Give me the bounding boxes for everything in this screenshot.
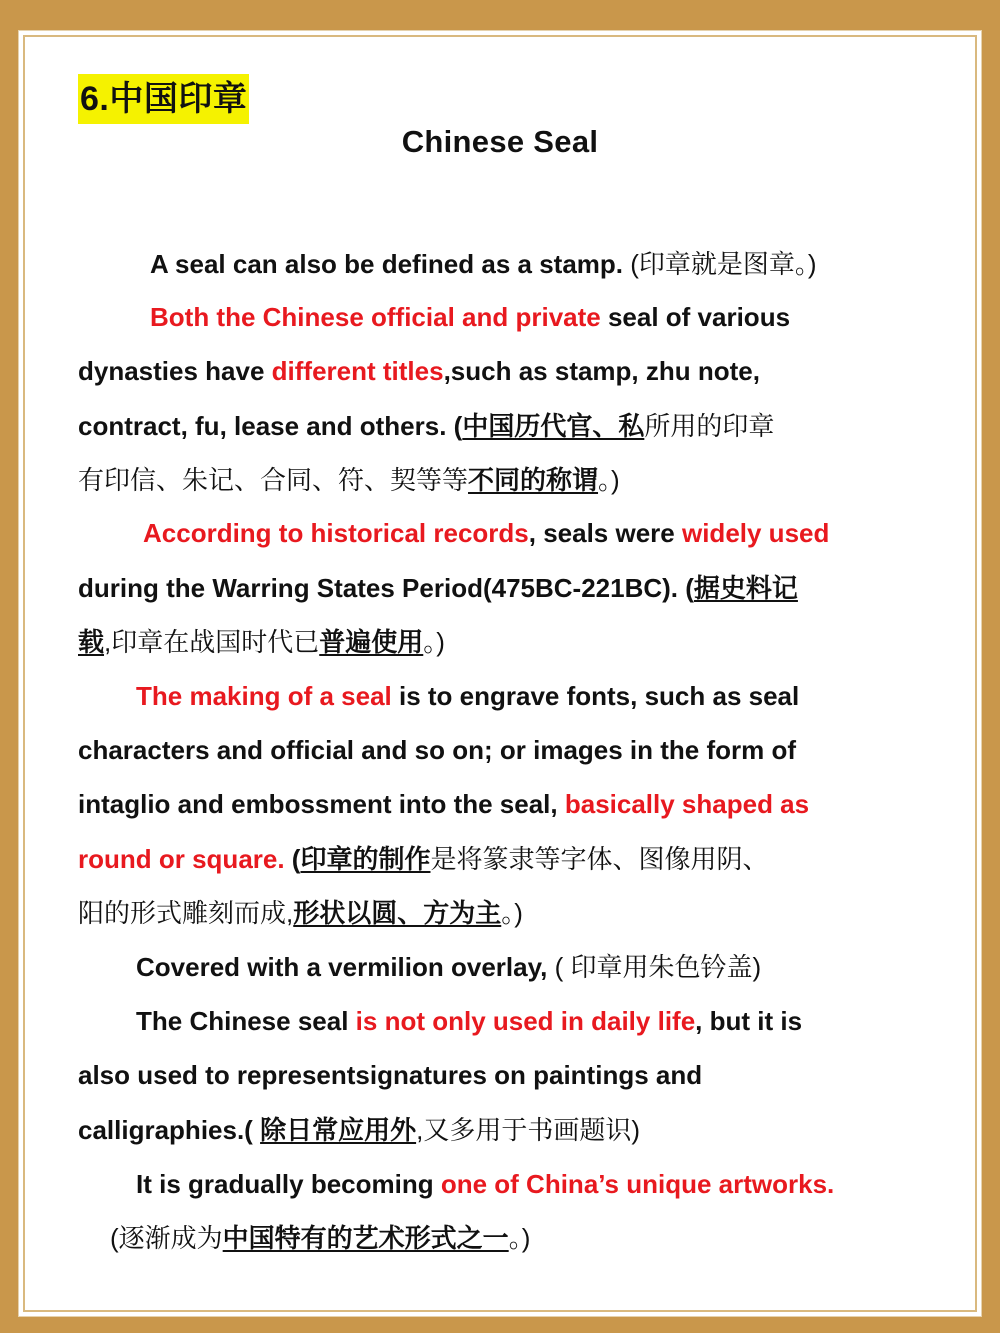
text-line bbox=[78, 622, 445, 662]
english-text: characters and official and so on; or images in the form of bbox=[78, 735, 797, 765]
text-line bbox=[136, 1164, 834, 1204]
highlighted-phrase: widely used bbox=[681, 518, 830, 548]
english-text: ( bbox=[284, 844, 301, 874]
emphasized-chinese-text: 载 bbox=[78, 627, 105, 657]
chinese-text: (印章就是图章。) bbox=[630, 249, 817, 279]
text-line bbox=[78, 406, 774, 446]
chinese-text: (逐渐成为 bbox=[110, 1223, 223, 1253]
english-text: dynasties have bbox=[78, 356, 272, 386]
emphasized-chinese-text: 除日常应用外 bbox=[260, 1115, 417, 1145]
text-line bbox=[143, 513, 829, 553]
text-line bbox=[78, 568, 798, 608]
chinese-text: 阳的形式雕刻而成, bbox=[78, 898, 294, 928]
text-line bbox=[78, 730, 796, 770]
emphasized-chinese-text: 形状以圆、方为主 bbox=[293, 898, 502, 928]
emphasized-chinese-text: 不同的称谓 bbox=[468, 465, 599, 495]
english-text: seal of various bbox=[600, 302, 791, 332]
text-line bbox=[110, 1218, 530, 1258]
text-line bbox=[78, 784, 809, 824]
highlighted-phrase: basically shaped as bbox=[564, 789, 810, 819]
english-text: during the Warring States Period(475BC-221BC). ( bbox=[78, 573, 694, 603]
highlighted-phrase: is not only used in daily life bbox=[355, 1006, 696, 1036]
english-text: calligraphies.( bbox=[78, 1115, 261, 1145]
chinese-text: ,印章在战国时代已 bbox=[104, 627, 320, 657]
english-text: It is gradually becoming bbox=[136, 1169, 441, 1199]
text-line bbox=[78, 839, 769, 879]
text-line bbox=[136, 1001, 802, 1041]
text-line bbox=[78, 460, 620, 500]
emphasized-chinese-text: 印章的制作 bbox=[300, 844, 431, 874]
highlighted-phrase: According to historical records bbox=[143, 518, 529, 548]
text-line bbox=[150, 297, 790, 337]
chinese-text: ( 印章用朱色钤盖) bbox=[554, 952, 762, 982]
text-line bbox=[78, 1055, 702, 1095]
highlighted-phrase: Both the Chinese official and private bbox=[150, 302, 601, 332]
chinese-text: ,又多用于书画题识) bbox=[416, 1115, 640, 1145]
english-text: contract, fu, lease and others. ( bbox=[78, 411, 463, 441]
text-line bbox=[136, 676, 799, 716]
english-text: , seals were bbox=[528, 518, 682, 548]
document-title: Chinese Seal bbox=[401, 124, 599, 159]
text-line bbox=[150, 244, 817, 284]
english-text: A seal can also be defined as a stamp. bbox=[150, 249, 631, 279]
english-text: , but it is bbox=[695, 1006, 803, 1036]
emphasized-chinese-text: 普遍使用 bbox=[319, 627, 424, 657]
english-text: intaglio and embossment into the seal, bbox=[78, 789, 565, 819]
emphasized-chinese-text: 中国历代官、私 bbox=[462, 411, 645, 441]
english-text: The Chinese seal bbox=[136, 1006, 356, 1036]
english-text: also used to representsignatures on paintings and bbox=[78, 1060, 703, 1090]
chinese-text: 。) bbox=[501, 898, 523, 928]
chinese-text: 有印信、朱记、合同、符、契等等 bbox=[78, 465, 469, 495]
chinese-text: 是将篆隶等字体、图像用阴、 bbox=[430, 844, 769, 874]
english-text: ,such as stamp, zhu note, bbox=[443, 356, 760, 386]
chapter-title: 6.中国印章 bbox=[78, 74, 249, 124]
highlighted-phrase: round or square. bbox=[78, 844, 285, 874]
text-line bbox=[78, 351, 760, 391]
english-text: is to engrave fonts, such as seal bbox=[391, 681, 800, 711]
highlighted-phrase: one of China’s unique artworks. bbox=[440, 1169, 835, 1199]
chinese-text: 。) bbox=[508, 1223, 531, 1253]
chinese-text: 。) bbox=[423, 627, 445, 657]
chinese-text: 。) bbox=[598, 465, 620, 495]
chinese-text: 所用的印章 bbox=[644, 411, 775, 441]
emphasized-chinese-text: 中国特有的艺术形式之一 bbox=[222, 1223, 509, 1253]
highlighted-phrase: different titles bbox=[271, 356, 444, 386]
text-line bbox=[78, 893, 523, 933]
english-text: Covered with a vermilion overlay, bbox=[136, 952, 555, 982]
highlighted-phrase: The making of a seal bbox=[136, 681, 392, 711]
emphasized-chinese-text: 据史料记 bbox=[693, 573, 798, 603]
text-line bbox=[136, 947, 761, 987]
text-line bbox=[78, 1110, 640, 1150]
